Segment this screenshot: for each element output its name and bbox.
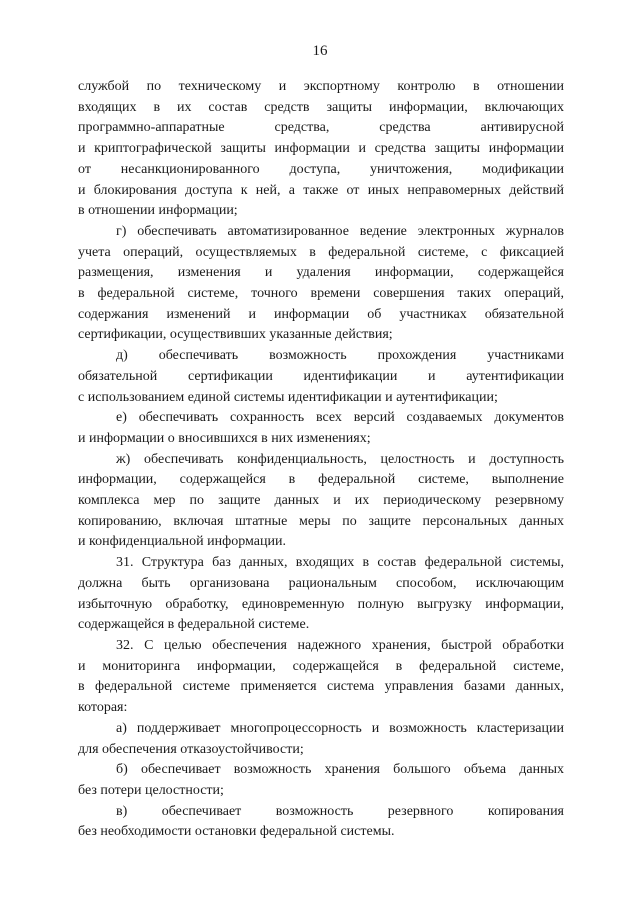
paragraph-item-d [78, 346, 564, 408]
text-line: службой по техническому и экспортному контролю в отношении [78, 79, 564, 94]
text-line: входящих в их состав средств защиты информации, включающих [78, 99, 564, 115]
paragraph-item-a [78, 719, 564, 760]
document-body [78, 77, 564, 843]
text-line: без необходимости остановки федеральной системы. [78, 824, 395, 840]
text-line: копированию, включая штатные меры по защите персональных данных [78, 513, 564, 529]
text-line: 32. С целью обеспечения надежного хранения, быстрой обработки [116, 637, 564, 653]
text-line: избыточную обработку, единовременную полную выгрузку информации, [78, 596, 564, 612]
paragraph-clause-31 [78, 553, 564, 636]
text-line: в федеральной системе, точного времени совершения таких операций, [78, 286, 564, 302]
text-line: и криптографической защиты информации и средства защиты информации [78, 141, 564, 157]
text-line: 31. Структура баз данных, входящих в состав федеральной системы, [116, 555, 564, 571]
text-line: программно-аппаратные средства, средства антивирусной [78, 120, 564, 136]
paragraph-item-v [78, 802, 564, 843]
text-line: в федеральной системе применяется система управления базами данных, [78, 679, 564, 695]
paragraph-item-g [78, 222, 564, 346]
text-line: сертификации, осуществивших указанные действия; [78, 327, 393, 343]
text-line: д) обеспечивать возможность прохождения участниками [116, 348, 564, 364]
text-line: без потери целостности; [78, 782, 224, 798]
text-line: и мониторинга информации, содержащейся в федеральной системе, [78, 658, 564, 674]
text-line: учета операций, осуществляемых в федеральной системе, с фиксацией [78, 244, 564, 260]
text-line: г) обеспечивать автоматизированное ведение электронных журналов [116, 223, 564, 239]
text-line: в) обеспечивает возможность резервного копирования [116, 803, 564, 819]
text-line: б) обеспечивает возможность хранения большого объема данных [116, 762, 564, 778]
paragraph-continuation [78, 77, 564, 222]
paragraph-item-zh [78, 450, 564, 554]
paragraph-item-b [78, 760, 564, 801]
text-line: содержания изменений и информации об участниках обязательной [78, 306, 564, 322]
text-line: обязательной сертификации идентификации и аутентификации [78, 368, 564, 384]
text-line: и блокирования доступа к ней, а также от иных неправомерных действий [78, 182, 564, 198]
text-line: размещения, изменения и удаления информации, содержащейся [78, 265, 564, 281]
paragraph-item-e [78, 408, 564, 449]
text-line: от несанкционированного доступа, уничтожения, модификации [78, 161, 564, 177]
paragraph-clause-32 [78, 636, 564, 719]
text-line: е) обеспечивать сохранность всех версий создаваемых документов [116, 410, 564, 426]
text-line: в отношении информации; [78, 203, 238, 219]
text-line: содержащейся в федеральной системе. [78, 617, 310, 633]
text-line: а) поддерживает многопроцессорность и возможность кластеризации [116, 720, 564, 736]
text-line: должна быть организована рациональным способом, исключающим [78, 575, 564, 591]
text-line: ж) обеспечивать конфиденциальность, целостность и доступность [116, 451, 564, 467]
text-line: и конфиденциальной информации. [78, 534, 286, 550]
text-line: и информации о вносившихся в них изменениях; [78, 430, 371, 446]
text-line: информации, содержащейся в федеральной системе, выполнение [78, 472, 564, 488]
text-line: с использованием единой системы идентификации и аутентификации; [78, 389, 498, 405]
text-line: для обеспечения отказоустойчивости; [78, 741, 304, 757]
text-line: которая: [78, 700, 128, 716]
page-number: 16 [312, 43, 328, 59]
text-line: комплекса мер по защите данных и их периодическому резервному [78, 493, 564, 509]
